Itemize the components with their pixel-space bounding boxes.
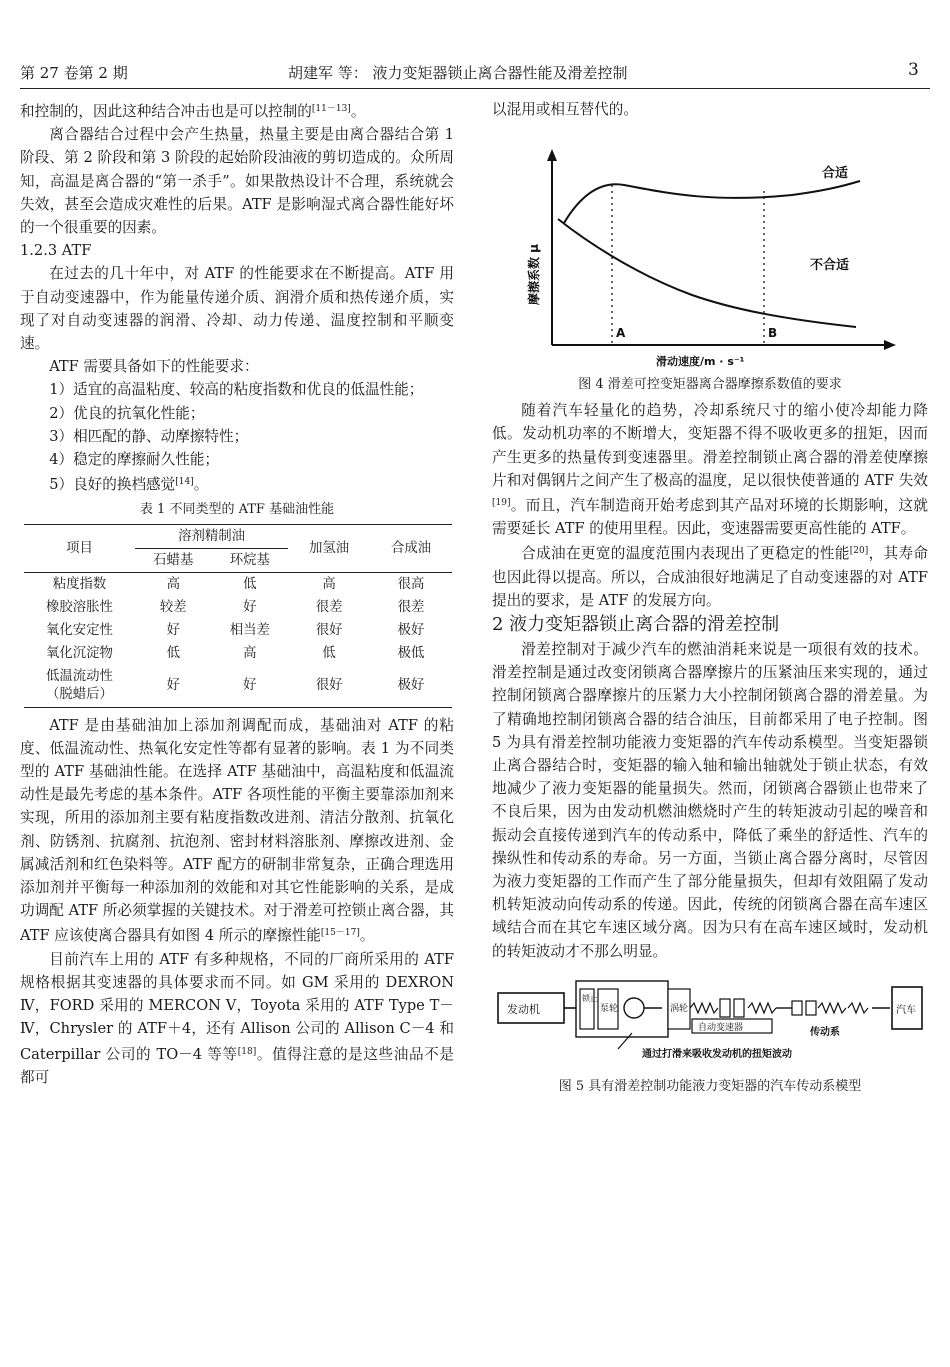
figure-4: [492, 123, 928, 399]
y-axis-label: 摩擦系数 μ: [527, 244, 541, 306]
curve-unsuitable: [558, 219, 856, 327]
list-item: 1）适宜的高温粘度、较高的粘度指数和优良的低温性能；: [49, 381, 424, 399]
pump-label: 泵轮: [600, 1003, 619, 1014]
table-header: 环烷基: [229, 552, 270, 568]
citation[interactable]: [15－17]: [320, 928, 360, 939]
x-axis-arrow: [884, 340, 896, 350]
table-header: 加氢油: [309, 540, 350, 556]
section-heading: 2 液力变矩器锁止离合器的滑差控制: [492, 614, 780, 636]
figure-5: [492, 971, 928, 1099]
paragraph: 合成油在更宽的温度范围内表现出了更稳定的性能[20]，其寿命也因此得以提高。所以，合成油很好地满足了自动变速器的对 ATF 提出的要求，是 ATF 的发展方向。: [492, 545, 928, 609]
list-item: 5）良好的换档感觉[14]。: [49, 476, 209, 494]
friction-chart: [492, 123, 928, 375]
transmission-label: 自动变速器: [698, 1022, 744, 1033]
running-title: 胡建军 等： 液力变矩器锁止离合器性能及滑差控制: [288, 64, 628, 82]
table-header: 合成油: [390, 540, 432, 556]
stator-circle: [624, 998, 644, 1018]
paragraph: 随着汽车轻量化的趋势，冷却系统尺寸的缩小使冷却能力降低。发动机功率的不断增大，变矩器不得不吸收更多的扭矩，因而产生更多的热量传到变速器里。滑差控制锁止离合器的滑差使摩擦片和对偶钢片之间产生了极高的温度，足以很快使普通的 ATF 失效[19]。而且，汽车制造商开始考虑到其产品对环境的长期影响，这就需要延长 ATF 的使用里程。因此，变速器需要更高性能的 ATF。: [492, 402, 928, 538]
paragraph: 滑差控制对于减少汽车的燃油消耗来说是一项很有效的技术。滑差控制是通过改变闭锁离合器摩擦片的压紧油压来实现的，通过控制闭锁离合器摩擦片的压紧力大小控制闭锁离合器的滑差量。为了精确地控制闭锁离合器的结合油压，目前都采用了电子控制。图 5 为具有滑差控制功能液力变矩器的汽车传动系模型。当变矩器锁止离合器结合时，变矩器的输入轴和输出轴就处于锁止状态，有效地减少了液力变矩器的能量损失。然而，闭锁离合器锁止也带来了不良后果，因为由发动机燃油燃烧时产生的转矩波动引起的噪音和振动会直接传递到汽车的传动系中，降低了乘坐的舒适性、汽车的操纵性和传动系的寿命。另一方面，当锁止离合器分离时，尽管因为液力变矩器的工作而产生了部分能量损失，但却有效阻隔了发动机转矩波动向传动系的传递。因此，传统的闭锁离合器在高车速区域结合而在其它车速区域分离。因为只有在高车速区域时，发动机的转矩波动才不那么明显。: [492, 641, 928, 960]
engine-label: 发动机: [507, 1002, 540, 1016]
curve-suitable: [564, 181, 860, 223]
vehicle-label: 汽车: [896, 1004, 916, 1016]
x-axis-label: 滑动速度/m · s⁻¹: [656, 355, 745, 369]
paragraph: 在过去的几十年中，对 ATF 的性能要求在不断提高。ATF 用于自动变速器中，作为能量传递介质、润滑介质和热传递介质，实现了对自动变速器的润滑、冷却、动力传递、温度控制和平顺变速。: [20, 265, 454, 353]
page-number: 3: [908, 60, 919, 80]
note-text: 通过打滑来吸收发动机的扭矩波动: [642, 1048, 792, 1060]
turbine-label: 涡轮: [670, 1003, 689, 1014]
marker-b-label: B: [768, 326, 778, 341]
left-column: [20, 98, 454, 1089]
base-oil-table: [24, 524, 452, 708]
label-unsuitable: 不合适: [810, 258, 850, 274]
table-caption: 表 1 不同类型的 ATF 基础油性能: [139, 502, 335, 518]
citation[interactable]: [11－13]: [311, 104, 351, 114]
table-row: 低温流动性 （脱蜡后） 好 好 很好 极好: [24, 665, 452, 708]
paragraph: 和控制的，因此这种结合冲击也是可以控制的[11－13]。: [20, 103, 366, 120]
driveline-label: 传动系: [810, 1026, 840, 1038]
journal-issue: 第 27 卷第 2 期: [20, 64, 128, 82]
label-suitable: 合适: [822, 166, 849, 182]
table-row: 氧化安定性 好 相当差 很好 极好: [46, 622, 425, 638]
table-header: 项目: [66, 540, 93, 556]
list-item: 3）相匹配的静、动摩擦特性；: [49, 427, 249, 445]
paragraph: 目前汽车上用的 ATF 有多种规格，不同的厂商所采用的 ATF 规格根据其变速器的具体要求而不同。如 GM 采用的 DEXRON Ⅳ，FORD 采用的 MERCON Ⅴ，Toyota 采用的 ATF Type T－Ⅳ，Chrysler 的 ATF＋4，还有 Allison 公司的 Allison C－4 和 Caterpillar 公司的 TO－4 等等[18]。值得注意的是这些油品不是都可: [20, 950, 454, 1086]
list-item: 2）优良的抗氧化性能；: [49, 404, 205, 422]
lockup-label: 锁止: [582, 993, 598, 1003]
citation[interactable]: [14]: [175, 477, 194, 488]
subsection-heading: 1.2.3 ATF: [20, 242, 92, 260]
paragraph: 以混用或相互替代的。: [492, 101, 638, 118]
table-row: 氧化沉淀物 低 高 低 极低: [46, 645, 425, 661]
paragraph: ATF 是由基础油加上添加剂调配而成，基础油对 ATF 的粘度、低温流动性、热氧化安定性等都有显著的影响。表 1 为不同类型的 ATF 基础油性能。在选择 ATF 基础油中，高温粘度和低温流动性是最先考虑的基本条件。ATF 各项性能的平衡主要靠添加剂来实现，所用的添加剂主要有粘度指数改进剂、清洁分散剂、抗氧化剂、防锈剂、抗腐剂、抗泡剂、密封材料溶胀剂、摩擦改进剂、金属减活剂和红色染料等。ATF 配方的研制非常复杂，正确合理选用添加剂并平衡每一种添加剂的效能和对其它性能影响的关系，是成功调配 ATF 所必须掌握的关键技术。对于滑差可控锁止离合器，其 ATF 应该使离合器具有如图 4 所示的摩擦性能[15－17]。: [20, 716, 454, 945]
table-row: 橡胶溶胀性 较差 好 很差 很差: [46, 599, 425, 615]
spring-2: [748, 1003, 776, 1013]
table-row: 粘度指数 高 低 高 很高: [52, 576, 425, 592]
table-header: 石蜡基: [153, 552, 194, 568]
spring-4: [848, 1003, 868, 1013]
paragraph: ATF 需要具备如下的性能要求：: [49, 358, 259, 376]
note-arrow: [618, 1033, 632, 1049]
citation[interactable]: [19]: [492, 498, 511, 509]
figure-5-caption: 图 5 具有滑差控制功能液力变矩器的汽车传动系模型: [558, 1078, 862, 1094]
figure-4-caption: 图 4 滑差可控变矩器离合器摩擦系数值的要求: [578, 377, 842, 393]
list-item: 4）稳定的摩擦耐久性能；: [49, 451, 220, 469]
citation[interactable]: [20]: [849, 546, 869, 557]
spring-3: [818, 1003, 846, 1013]
marker-a-label: A: [616, 326, 626, 341]
table-header: 溶剂精制油: [135, 524, 288, 548]
y-axis-arrow: [547, 149, 557, 161]
spring-1: [690, 1003, 718, 1013]
paragraph: 离合器结合过程中会产生热量，热量主要是由离合器结合第 1 阶段、第 2 阶段和第 3 阶段的起始阶段油液的剪切造成的。众所周知，高温是离合器的“第一杀手”。如果散热设计不合理，系统就会失效，甚至会造成灾难性的后果。ATF 是影响湿式离合器性能好坏的一个很重要的因素。: [20, 126, 454, 237]
driveline-diagram: [492, 971, 928, 1071]
right-column: [492, 98, 928, 1099]
header-rule: [20, 88, 930, 89]
citation[interactable]: [18]: [237, 1046, 257, 1057]
